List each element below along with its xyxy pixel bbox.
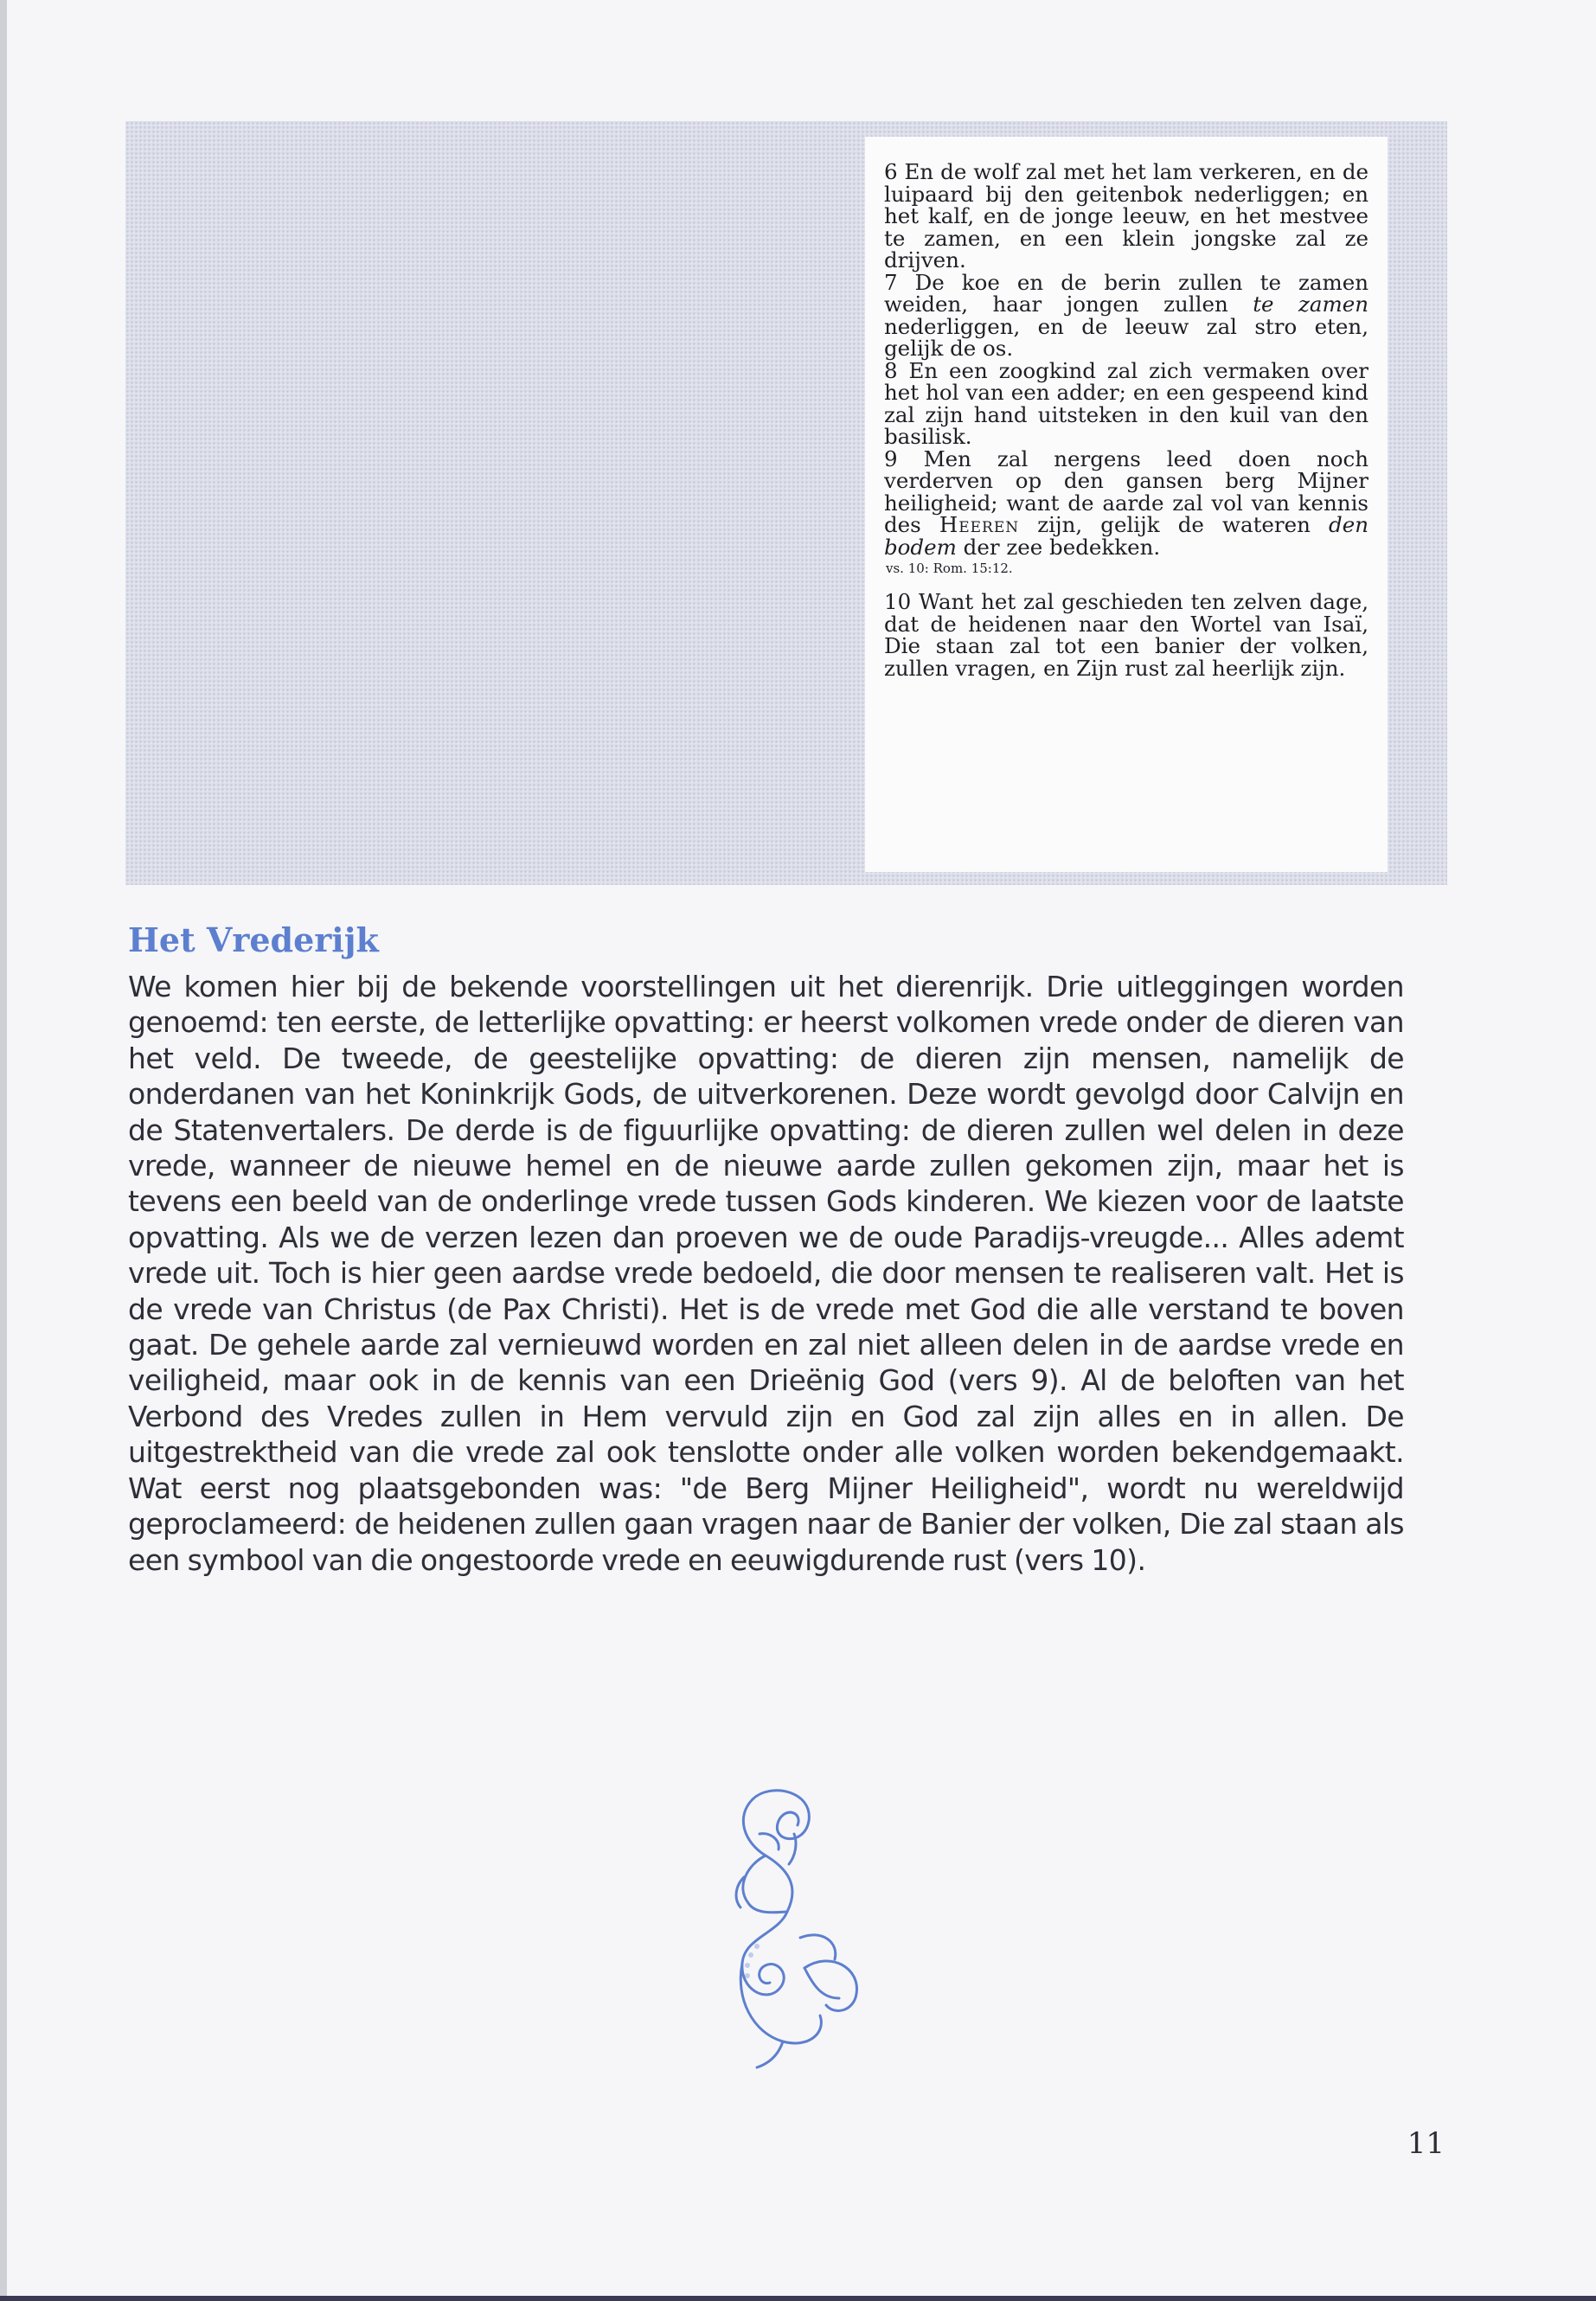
verse-6: 6 En de wolf zal met het lam verkeren, en de luipaard bij den geitenbok nederliggen; en het kalf, en de jonge leeuw, en het mestvee te zamen, en een klein jongske zal ze drijven.	[884, 159, 1368, 272]
cross-reference: vs. 10: Rom. 15:12.	[886, 561, 1013, 576]
verse-7: 7 De koe en de berin zullen te zamen weiden, haar jongen zullen te zamen nederliggen, en de leeuw zal stro eten, gelijk de os.	[884, 269, 1368, 361]
body-paragraph: We komen hier bij de bekende voorstellingen uit het dierenrijk. Drie uitleggingen worden genoemd: ten eerste, de letterlijke opvatting: er heerst volkomen vrede onder de dieren van het veld. De tweede, de geestelijke opvatting: de dieren zijn mensen, namelijk de onderdanen van het Koninkrijk Gods, de uitverkorenen. Deze wordt gevolgd door Calvijn en de Statenvertalers. De derde is de figuurlijke opvatting: de dieren zullen wel delen in deze vrede, wanneer de nieuwe hemel en de nieuwe aarde zullen gekomen zijn, maar het is tevens een beeld van de onderlinge vrede tussen Gods kinderen. We kiezen voor de laatste opvatting. Als we de verzen lezen dan proeven we de oude Paradijs-vreugde... Alles ademt vrede uit. Toch is hier geen aardse vrede bedoeld, die door mensen te realiseren valt. Het is de vrede van Christus (de Pax Christi). Het is de vrede met God die alle verstand te boven gaat. De gehele aarde zal vernieuwd worden en zal niet alleen delen in de aardse vrede en veiligheid, maar ook in de kennis van een Drieënig God (vers 9). Al de beloften van het Verbond des Vredes zullen in Hem vervuld zijn en God zal zijn alles en in allen. De uitgestrektheid van die vrede zal ook tenslotte onder alle volken worden bekendgemaakt. Wat eerst nog plaatsgebonden was: "de Berg Mijner Heiligheid", wordt nu wereldwijd geproclameerd: de heidenen zullen gaan vragen naar de Banier der volken, Die zal staan als een symbool van die ongestoorde vrede en eeuwigdurende rust (vers 10).	[128, 970, 1404, 1577]
verse-10: 10 Want het zal geschieden ten zelven dage, dat de heidenen naar den Wortel van Isaï, Die staan zal tot een banier der volken, zullen vragen, en Zijn rust zal heerlijk zijn.	[884, 589, 1368, 681]
scripture-panel	[865, 137, 1388, 872]
verse-9: 9 Men zal nergens leed doen noch verderven op den gansen berg Mijner heiligheid; want de aarde zal vol van kennis des Heeren zijn, gelijk de wateren den bodem der zee bedekken.	[884, 445, 1368, 560]
page-edge-bottom	[0, 2296, 1596, 2301]
verse-8: 8 En een zoogkind zal zich vermaken over het hol van een adder; en een gespeend kind zal zijn hand uitsteken in den kuil van den basilisk.	[884, 357, 1368, 449]
acanthus-scroll-ornament-icon	[718, 1782, 874, 2076]
page-number: 11	[1407, 2126, 1445, 2161]
section-title: Het Vrederijk	[128, 920, 379, 959]
page-edge	[0, 0, 7, 2301]
